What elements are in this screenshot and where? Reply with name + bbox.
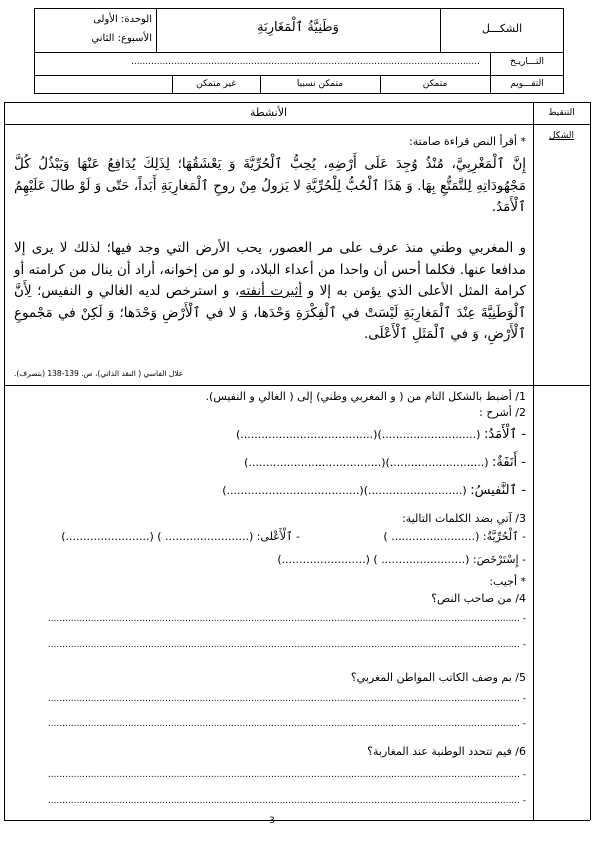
- reading-paragraph-1: إِنَّ ٱلْمَغْرِبِيَّ، مُنْذُ وُجِدَ عَلَى أَرْضِهِ، يُحِبُّ ٱلْحُرِّيَّةَ وَ يَعْشَقُهَا؛ لِذَلِكَ يُدَافِعُ عَنْهَا وَيَبْذُلُ كُلَّ مَجْهُودَاتِهِ لِلتَّمَتُّعِ بِهَا. وَ هَذَا ٱلْحُبُّ لِلْحُرِّيَّةِ لا يَزولُ مِنْ روحِ ٱلْمَغارِبَةِ أَبَداً، حَتّى وَ لَوْ طالَ عَلَيْهِمُ ٱلْأَمَدُ.: [14, 156, 526, 215]
- eval-label: التقـــويم: [510, 79, 544, 89]
- q3-row-1a[interactable]: - ٱلْحُرِّيَّةُ: (........................ ): [383, 530, 526, 543]
- q3-row-1b[interactable]: - ٱلْأَعْلى: (........................ ) (........................): [61, 530, 300, 543]
- paragraph-2-end: ، و استرخص لديه الغالي و النفيس؛ لِأَنَّ ٱلْوَطَنِيَّةَ عِنْدَ ٱلْمَغارِبَةِ لَيْسَتْ في ٱلْفِكْرَةِ وَحْدَها، وَ لا في ٱلْأَرْضِ وَحْدَها؛ وَ لَكِنْ في مَجْموعِ ٱلْأَرْضِ، وَ في ٱلْمَثَلِ ٱلْأَعْلَى.: [14, 283, 526, 342]
- q2-item-3: [14, 483, 526, 498]
- q2-blank[interactable]: (...........................)(......................................): [236, 428, 481, 441]
- question-5: 5/ بم وصف الكاتب المواطن المغربي؟: [350, 671, 526, 684]
- answer-line[interactable]: - .....................................................................................................................................................................: [47, 694, 526, 704]
- page-title: وَطَنِيَّةُ ٱلْمَغَارِبَةِ: [257, 20, 339, 35]
- q2-word: - ٱلْأَمَدُ:: [483, 427, 526, 442]
- date-field[interactable]: ..........................................................................................................................: [130, 57, 480, 67]
- paragraph-2-start: و المغربي وطني منذ عرف على مر العصور، يحب الأرض التي وجد فيها؛ لذلك لا يرى إلا مدافعا عنها. فكلما أحس أن واحدا من أعداء البلاد، و لو من إخوانه، أراد أن ينال من كرامته أو كرامة المثل الأعلى الذي يؤمن به إلا و: [14, 240, 526, 299]
- answer-line[interactable]: - .....................................................................................................................................................................: [47, 614, 526, 624]
- eval-level-2[interactable]: متمكن نسبيا: [296, 79, 344, 89]
- answer-line[interactable]: - .....................................................................................................................................................................: [47, 770, 526, 780]
- q2-item-2: [14, 455, 526, 470]
- question-2: 2/ أشرح :: [479, 406, 526, 419]
- answer-line[interactable]: - .....................................................................................................................................................................: [47, 719, 526, 729]
- question-1: 1/ أضبط بالشكل التام من ( و المغربي وطني) إلى ( الغالي و النفيس).: [205, 390, 526, 403]
- underlined-phrase: أثيرت أنفته: [239, 283, 303, 299]
- q2-blank[interactable]: (...........................)(......................................): [222, 484, 467, 497]
- grading-header: التنقيط: [548, 108, 575, 118]
- form-header-label: الشكـــل: [481, 22, 523, 35]
- eval-level-1[interactable]: متمكن: [422, 79, 448, 89]
- q2-word: - ٱلنَّفيسُ:: [470, 483, 526, 498]
- reading-paragraph-2: [14, 238, 526, 346]
- question-6: 6/ فيم تتحدد الوطنية عند المغاربة؟: [367, 745, 526, 758]
- page-number: 3: [269, 816, 275, 826]
- reading-instruction: * أقرأ النص قراءة صامتة:: [409, 135, 526, 148]
- side-form-label: الشكل: [548, 131, 575, 141]
- date-label: التـــاريـخ: [510, 57, 544, 67]
- week-label: الأسبوع: الثاني: [91, 33, 152, 44]
- q2-item-1: [14, 427, 526, 442]
- answer-line[interactable]: - .....................................................................................................................................................................: [47, 640, 526, 650]
- q2-word: - أَنَفَةٌ:: [492, 455, 526, 470]
- answer-label: * أجيب:: [489, 575, 526, 588]
- q3-row-2[interactable]: - إِسْتَرْخَصَ: (........................ ) (........................): [277, 553, 526, 566]
- activities-header: الأنشطة: [249, 106, 288, 119]
- question-3: 3/ آتي بضد الكلمات التالية:: [402, 512, 526, 525]
- unit-label: الوحدة: الأولى: [93, 14, 152, 25]
- eval-level-3[interactable]: غير متمكن: [196, 79, 236, 89]
- source-citation: علال الفاسي ( النقد الذاتي)، ص. 139-138 (بتصرف).: [14, 369, 184, 378]
- question-4: 4/ من صاحب النص؟: [431, 592, 526, 605]
- answer-line[interactable]: - .....................................................................................................................................................................: [47, 796, 526, 806]
- q2-blank[interactable]: (...........................)(......................................): [244, 456, 489, 469]
